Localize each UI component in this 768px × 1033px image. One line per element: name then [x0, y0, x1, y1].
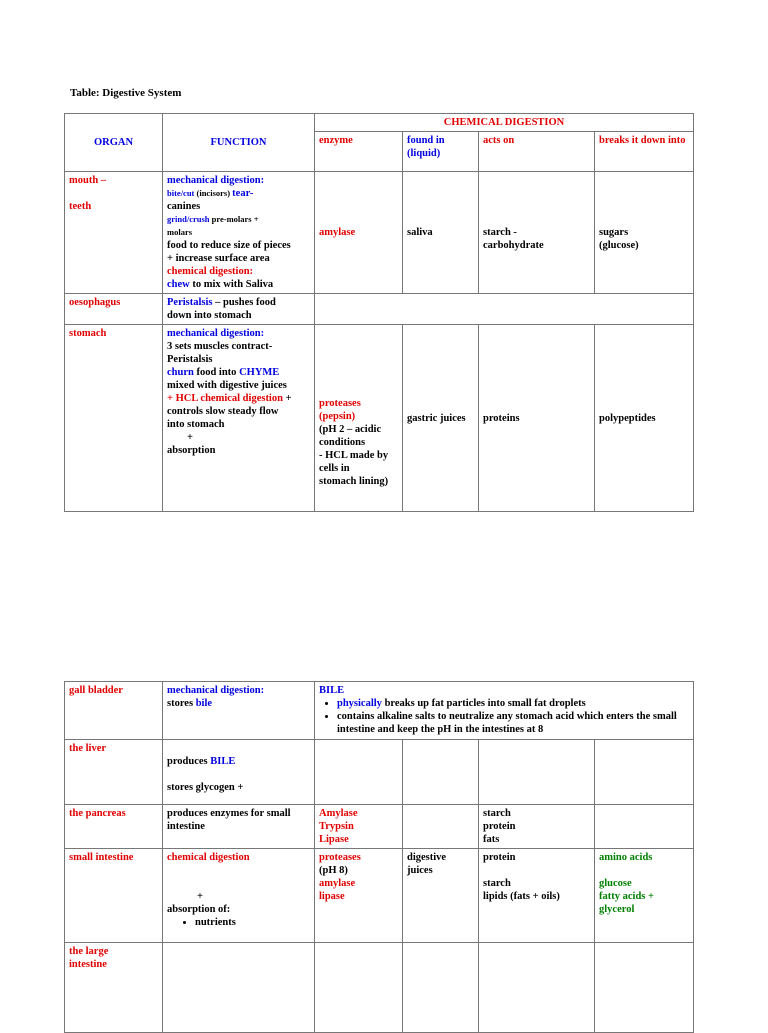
- organ-gall-bladder: gall bladder: [65, 682, 163, 740]
- function-mouth: mechanical digestion: bite/cut (incisors) tear- canines grind/crush pre-molars + molars food to reduce size of pieces + increase surface area chemical digestion: chew to mix with Saliva: [163, 172, 315, 294]
- header-chemical-digestion: CHEMICAL DIGESTION: [315, 114, 694, 132]
- organ-mouth: mouth – teeth: [65, 172, 163, 294]
- empty-cell: [479, 740, 595, 805]
- function-small-intestine: chemical digestion + absorption of: • nutrients: [163, 849, 315, 943]
- digestive-table-bottom: [64, 681, 694, 1033]
- empty-cell: [595, 805, 694, 849]
- breaks-mouth: sugars (glucose): [595, 172, 694, 294]
- empty-cell: [403, 943, 479, 1033]
- header-enzyme: enzyme: [315, 132, 403, 172]
- breaks-small-intestine: amino acids glucose fatty acids + glycerol: [595, 849, 694, 943]
- organ-oesophagus: oesophagus: [65, 294, 163, 325]
- empty-cell: [315, 740, 403, 805]
- found-stomach: gastric juices: [403, 325, 479, 512]
- enzyme-pancreas: Amylase Trypsin Lipase: [315, 805, 403, 849]
- enzyme-stomach: proteases (pepsin) (pH 2 – acidic conditions - HCL made by cells in stomach lining): [315, 325, 403, 512]
- digestive-table-top: [64, 113, 694, 512]
- function-oesophagus: Peristalsis – pushes food down into stomach: [163, 294, 315, 325]
- header-breaks-down: breaks it down into: [595, 132, 694, 172]
- acts-small-intestine: protein starch lipids (fats + oils): [479, 849, 595, 943]
- table-row: [65, 805, 694, 849]
- acts-stomach: proteins: [479, 325, 595, 512]
- table-row: [65, 943, 694, 1033]
- oesophagus-chemical-empty: [315, 294, 694, 325]
- empty-cell: [163, 943, 315, 1033]
- empty-cell: [403, 805, 479, 849]
- organ-small-intestine: small intestine: [65, 849, 163, 943]
- table-row: [65, 849, 694, 943]
- empty-cell: [595, 740, 694, 805]
- table-caption: Table: Digestive System: [70, 87, 182, 99]
- list-item: • contains alkaline salts to neutralize any stomach acid which enters the small intestine and keep the pH in the intestines at 8: [337, 710, 689, 736]
- organ-pancreas: the pancreas: [65, 805, 163, 849]
- function-liver: produces BILE stores glycogen +: [163, 740, 315, 805]
- acts-mouth: starch - carbohydrate: [479, 172, 595, 294]
- empty-cell: [595, 943, 694, 1033]
- function-gall-bladder: mechanical digestion: stores bile: [163, 682, 315, 740]
- header-function: FUNCTION: [163, 114, 315, 172]
- enzyme-small-intestine: proteases (pH 8) amylase lipase: [315, 849, 403, 943]
- found-mouth: saliva: [403, 172, 479, 294]
- breaks-stomach: polypeptides: [595, 325, 694, 512]
- organ-large-intestine: the large intestine: [65, 943, 163, 1033]
- header-organ: ORGAN: [65, 114, 163, 172]
- acts-pancreas: starch protein fats: [479, 805, 595, 849]
- bile-description: BILE • physically breaks up fat particles into small fat droplets • contains alkaline salts to neutralize any stomach acid which enters the small intestine and keep the pH in the intestines at 8: [315, 682, 694, 740]
- found-small-intestine: digestive juices: [403, 849, 479, 943]
- table-row: [65, 325, 694, 512]
- header-acts-on: acts on: [479, 132, 595, 172]
- table-row: [65, 294, 694, 325]
- header-found-in: found in (liquid): [403, 132, 479, 172]
- function-pancreas: produces enzymes for small intestine: [163, 805, 315, 849]
- enzyme-mouth: amylase: [315, 172, 403, 294]
- table-row: [65, 740, 694, 805]
- table-row: [65, 682, 694, 740]
- organ-stomach: stomach: [65, 325, 163, 512]
- empty-cell: [479, 943, 595, 1033]
- empty-cell: [403, 740, 479, 805]
- function-stomach: mechanical digestion: 3 sets muscles contract- Peristalsis churn food into CHYME mixed with digestive juices + HCL chemical digestion + controls slow steady flow into stomach + absorption: [163, 325, 315, 512]
- table-row: [65, 172, 694, 294]
- organ-liver: the liver: [65, 740, 163, 805]
- list-item: • nutrients: [195, 916, 310, 929]
- list-item: • physically breaks up fat particles into small fat droplets: [337, 697, 689, 710]
- empty-cell: [315, 943, 403, 1033]
